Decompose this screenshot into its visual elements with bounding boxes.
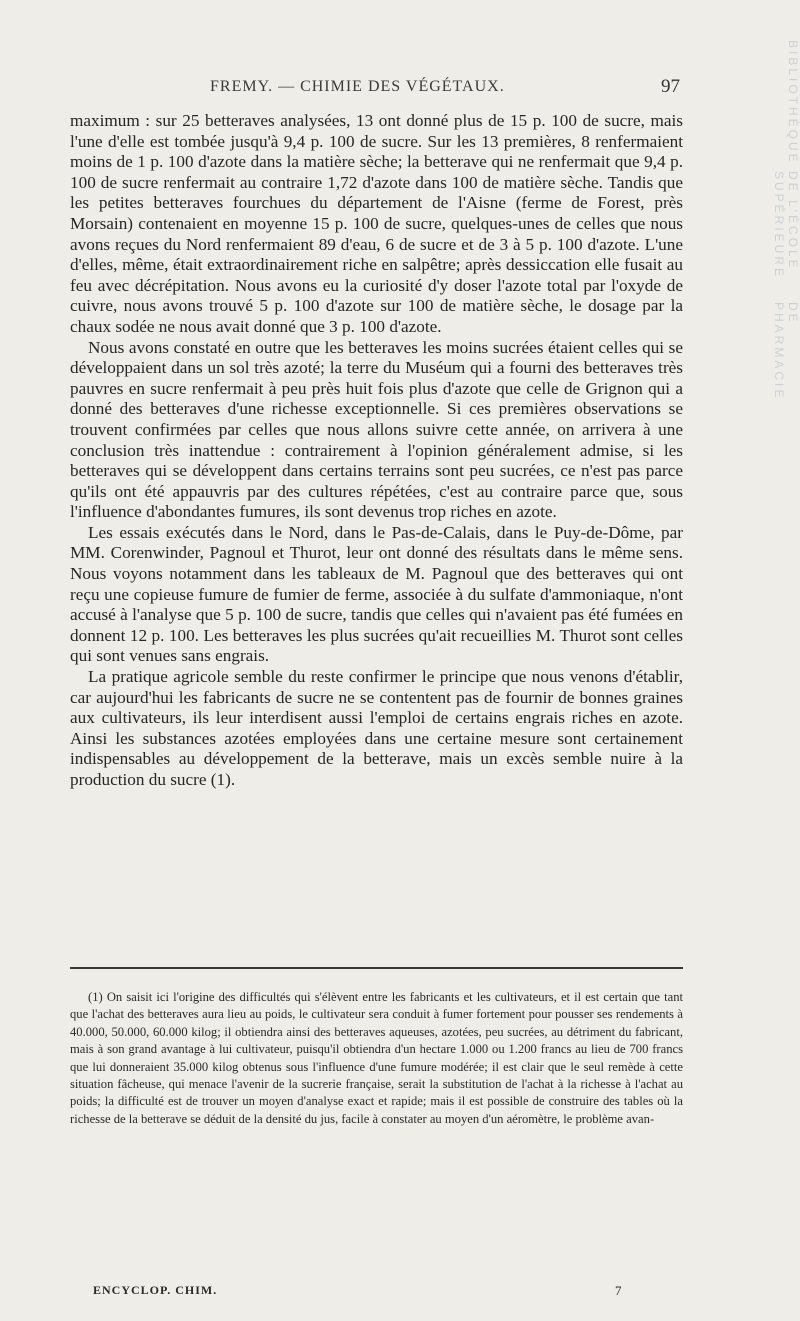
main-text — [70, 111, 683, 791]
signature-number: 7 — [615, 1283, 623, 1298]
library-stamp — [734, 40, 800, 400]
page-number: 97 — [661, 76, 680, 97]
stamp-line: DE PHARMACIE — [772, 301, 800, 400]
paragraph: maximum : sur 25 betteraves analysées, 13 ont donné plus de 15 p. 100 de sucre, mais l'une d'elle est tombée jusqu'à 9,4 p. 100 de sucre. Sur les 13 premières, 8 renfermaient moins de 1 p. 100 d'azote dans la matière sèche; la betterave qui ne renfermait que 9,4 p. 100 de sucre renfermait au contraire 1,72 d'azote dans 100 de matière sèche. Tandis que les petites betteraves fourchues du département de l'Aisne (ferme de Forest, près Morsain) contenaient en moyenne 15 p. 100 de sucre, quelques-unes de celles que nous avons reçues du Nord renfermaient 89 d'eau, 6 de sucre et de 3 à 5 p. 100 d'azote. L'une d'elles, même, était extraordinairement riche en salpêtre; après dessiccation elle fusait au feu avec décrépitation. Nous avons eu la curiosité d'y doser l'azote total par l'oxyde de cuivre, nous avons trouvé 5 p. 100 d'azote sur 100 de matière sèche, le dosage par la chaux sodée ne nous avait donné que 3 p. 100 d'azote. — [70, 111, 683, 336]
paragraph: La pratique agricole semble du reste confirmer le principe que nous venons d'établir, car aujourd'hui les fabricants de sucre ne se contentent pas de fournir de bonnes graines aux cultivateurs, ils leur interdisent aussi l'emploi de certains engrais riches en azote. Ainsi les substances azotées employées dans une certaine mesure sont certainement indispensables au développement de la betterave, mais un excès semble nuire à la production du sucre (1). — [70, 667, 683, 789]
signature-label: ENCYCLOP. CHIM. — [93, 1283, 218, 1297]
page-header — [70, 78, 680, 102]
paragraph: Nous avons constaté en outre que les betteraves les moins sucrées étaient celles qui se développaient dans un sol très azoté; la terre du Muséum qui a fourni des betteraves très pauvres en sucre renfermait à peu près huit fois plus d'azote que celle de Grignon qui a donné des betteraves d'une richesse exceptionnelle. Si ces premières observations se trouvent confirmées par celles que nous allons suivre cette année, on arrivera à une conclusion très inattendue : contrairement à l'opinion généralement admise, si les betteraves qui se développent dans certains terrains sont peu sucrées, ce n'est pas parce qu'ils ont été appauvris par des cultures répétées, c'est au contraire parce que, sous l'influence d'abondantes fumures, ils sont devenus trop riches en azote. — [70, 337, 683, 522]
footnote-divider — [70, 967, 683, 969]
running-head: FREMY. — CHIMIE DES VÉGÉTAUX. — [210, 78, 505, 95]
stamp-line: BIBLIOTHÈQUE — [786, 40, 800, 165]
stamp-line: DE L'ÉCOLE SUPÉRIEURE — [772, 170, 800, 279]
footnote — [70, 989, 683, 1128]
paragraph: Les essais exécutés dans le Nord, dans le Pas-de-Calais, dans le Puy-de-Dôme, par MM. Corenwinder, Pagnoul et Thurot, leur ont donné des résultats dans le même sens. Nous voyons notamment dans les tableaux de M. Pagnoul que des betteraves qui ont reçu une copieuse fumure de fumier de ferme, associée à du sulfate d'ammoniaque, n'ont accusé à l'analyse que 5 p. 100 de sucre, tandis que celles qui n'avaient pas été fumées en donnent 12 p. 100. Les betteraves les plus sucrées qu'ait recueillies M. Thurot sont celles qui sont venues sans engrais. — [70, 522, 683, 666]
footnote-text: (1) On saisit ici l'origine des difficultés qui s'élèvent entre les fabricants et les cultivateurs, et il est certain que tant que l'achat des betteraves aura lieu au poids, le cultivateur sera conduit à fumer fortement pour pousser ses rendements à 40.000, 50.000, 60.000 kilog; il obtiendra ainsi des betteraves aqueuses, azotées, peu sucrées, au détriment du fabricant, mais à son grand avantage à lui cultivateur, puisqu'il obtiendra d'un hectare 1.000 ou 1.200 francs au lieu de 700 francs que lui donneraient 35.000 kilog obtenus sous l'influence d'une fumure modérée; il est clair que le seul remède à cette situation fâcheuse, qui menace l'avenir de la sucrerie française, serait la substitution de l'achat à la richesse à l'achat au poids; la difficulté est de trouver un moyen d'analyse exact et rapide; mais il est possible de construire des tables où la richesse de la betterave se déduit de la densité du jus, facile à constater au moyen d'un aéromètre, le problème avan- — [70, 990, 683, 1126]
